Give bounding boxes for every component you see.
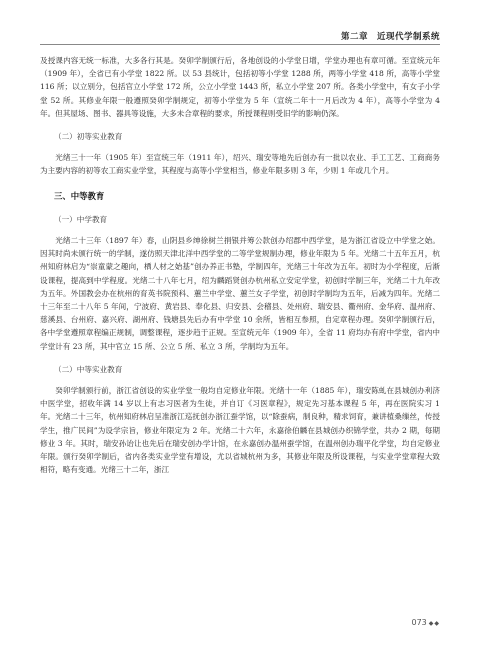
paragraph-primary-vocational: 光绪三十一年（1905 年）至宣统三年（1911 年），绍兴、瑞安等地先后创办有一批以农业、手工工艺、工商商务为主要内容的初等农工商实业学堂，其程度与高等小学堂相当，修业年限多则 3 年，少则 1 年或几个月。 (40, 153, 440, 176)
page-number (411, 618, 440, 627)
page-body (40, 54, 440, 476)
page-number-text: 073 (411, 618, 427, 627)
header-rule (40, 44, 440, 45)
section-heading-secondary: 三、中等教育 (54, 190, 105, 201)
paragraph-secondary-vocational: 癸卯学制颁行前，浙江省创设的实业学堂一般均自定修业年限。光绪十一年（1885 年），瑞安陈虬在县城创办利济中医学堂，招收年满 14 岁以上有志习医者为生徒，并自订《习医章程》，规定先习基本课程 5 年，再在医院实习 1 年。光绪二十三年，杭州知府林启呈准浙江巡抚创办浙江蚕学馆，以“除蚕病，制良种，精求饲育，兼讲植桑缫丝，传授学生，推广民间”为设学宗旨，修业年限定为 2 年。光绪二十六年，永嘉徐伯麟在县城创办织锦学堂，共办 2 期，每期修业 3 年。其时，瑞安孙诒让也先后在瑞安创办学计馆，在永嘉创办温州蚕学馆，在温州创办瑞平化学堂，均自定修业年限。颁行癸卯学制后，省内各类实业学堂有增设，尤以省城杭州为多，其修业年限及所设课程，与实业学堂章程大致相符，略有变通。光绪三十二年，浙江 (40, 386, 440, 475)
section-heading-secondary-vocational: （二）中等实业教育 (54, 364, 123, 374)
paragraph-secondary-schools: 光绪二十三年（1897 年）春，山阴县乡绅徐树兰捐银并筹公款创办绍郡中西学堂，是为浙江省设立中学堂之始。因其时尚未颁行统一的学制，遂仿照天津北洋中西学堂的二等学堂规制办理，修业年限为 5 年。光绪二十五年五月，杭州知府林启为“崇童蒙之趣向，栖人材之始基”创办养正书塾，学制四年，光绪三十年改为五年。初时为小学程度，后渐设课程，提高到中学程度。光绪二十八年七月，绍为麟蹈贤创办杭州私立安定学堂，初创时学制三年，光绪二十九年改为五年。外国教会办在杭州的育英书院预科、蕙兰中学堂、蕙兰女子学堂，初创时学制均为五年，后减为四年。光绪二十三年至二十八年 5 年间，宁波府、黄岩县、奉化县、归安县、会稽县、处州府、瑞安县、衢州府、金华府、温州府、慈溪县、台州府、嘉兴府、湖州府、钱塘县先后办有中学堂 10 余所，皆相互参照，自定章程办理。癸卯学制颁行后，各中学堂遵照章程编正规制，调整课程，逐步趋于正规。至宣统元年（1909 年），全省 11 府均办有府中学堂，省内中学堂计有 23 所，其中官立 15 所、公立 5 所、私立 3 所，学制均为五年。 (40, 236, 440, 351)
paragraph-primary-schools: 及授课内容无统一标准，大多各行其是。癸卯学制颁行后，各地创设的小学堂日增，学堂办理也有章可循。至宣统元年（1909 年），全省已有小学堂 1822 所。以 53 县统计，包括初等小学堂 1288 所，两等小学堂 418 所，高等小学堂 116 所；以立别分，包括官立小学堂 172 所，公立小学堂 1443 所，私立小学堂 207 所。各类小学堂中，有女子小学堂 52 所。其修业年限一般遵照癸卯学制规定，初等小学堂为 5 年（宣统二年十一月后改为 4 年），高等小学堂为 4 年。但其屋场、图书、器具等设施，大多未合章程的要求，所授课程则受旧学的影响仍深。 (40, 56, 440, 118)
running-header: 第二章 近现代学制系统 (340, 32, 440, 42)
folio-ornament: ◆◆ (428, 620, 440, 627)
section-heading-secondary-school: （一）中学教育 (54, 214, 108, 224)
section-heading-primary-vocational: （二）初等实业教育 (54, 132, 123, 142)
